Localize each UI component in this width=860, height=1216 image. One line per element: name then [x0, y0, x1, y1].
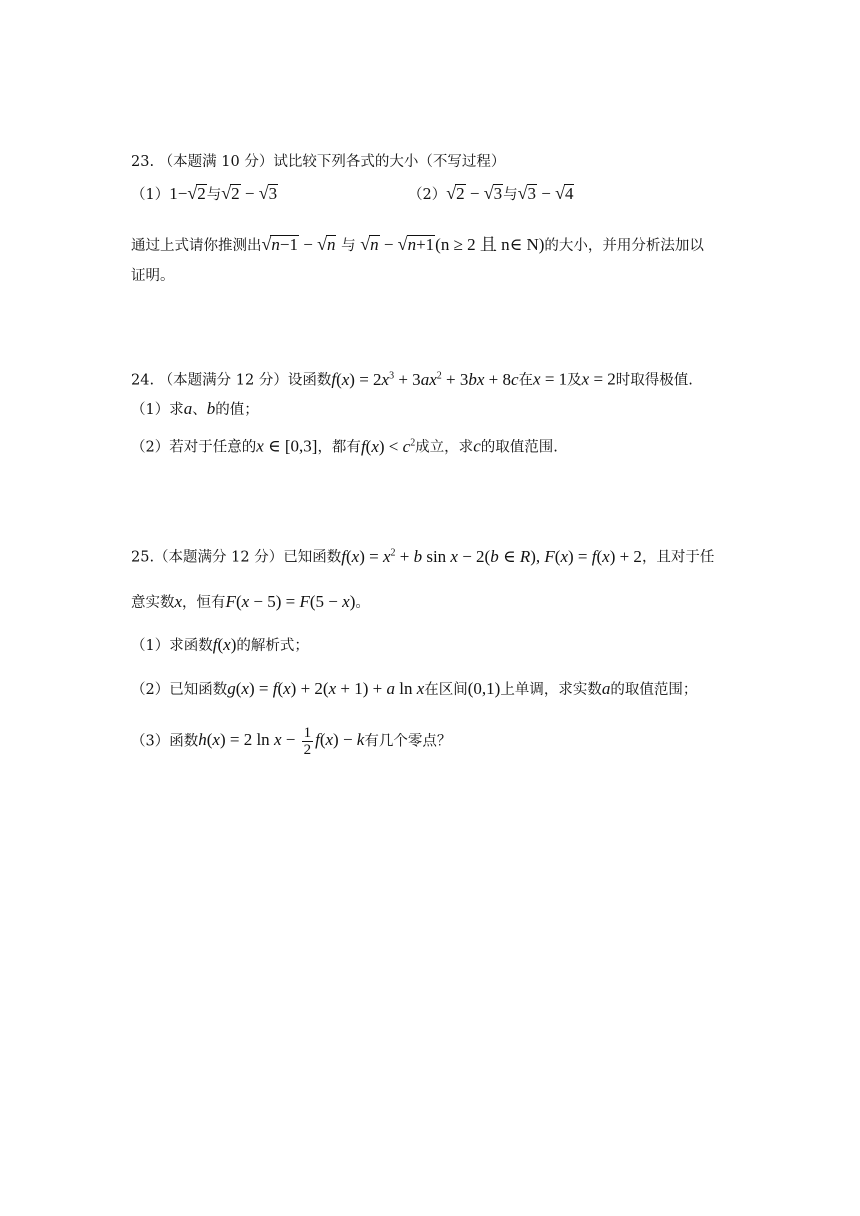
- q23-infer-a: 通过上式请你推测出: [131, 238, 262, 254]
- q24-title-b: 在: [518, 372, 534, 389]
- q25-title-a: 25.（本题满分 12 分）已知函数: [131, 549, 342, 566]
- q25-condition: [131, 590, 370, 615]
- q23-infer-expr1: √n−1 − √n: [261, 234, 336, 254]
- q25-title-b: ，且对于任: [641, 549, 715, 566]
- q24-function-def: $(x) = 2x^3 + 3ax^2 + 3bx + 8c$: [336, 369, 519, 389]
- q23-proof: [131, 264, 175, 288]
- q25-line2-a: 意实数: [131, 595, 175, 611]
- q23-part2-expr-a: √2 − √3: [446, 183, 503, 203]
- q25-part3-a: （3）函数: [131, 733, 199, 750]
- q24-part1-a: （1）求: [131, 402, 184, 418]
- q24-part2-b: ，都有: [317, 439, 361, 456]
- q24-function: f: [331, 369, 337, 389]
- q25-line2-c: 。: [355, 595, 370, 611]
- q25-var-a: a: [601, 679, 611, 698]
- q24-part2-c: 成立，求: [415, 439, 474, 456]
- q24-var-b: b: [206, 399, 216, 418]
- q23-part2-mid: 与: [503, 187, 518, 203]
- q23-infer-b: 与: [341, 238, 356, 254]
- q24-title-a: 24. （本题满分 12 分）设函数: [131, 372, 332, 389]
- q25-open-interval: (0,1): [467, 679, 501, 698]
- q25-var-x: x: [174, 592, 183, 611]
- q25-title: [131, 541, 714, 570]
- q25-part3: [131, 725, 451, 758]
- q23-part1-label: （1）: [131, 187, 170, 203]
- q24-part2: [131, 431, 558, 460]
- q25-part1-b: 的解析式；: [236, 638, 309, 654]
- q23-title: [131, 150, 505, 174]
- q24-part2-d: 的取值范围.: [480, 439, 558, 456]
- q23-infer-d: 的大小，并用分析法加以: [544, 238, 704, 254]
- q24-var-a: a: [183, 399, 193, 418]
- q24-title-c: 及: [567, 372, 582, 389]
- q24-interval: x ∈ [0,3]: [256, 436, 318, 456]
- q25-part2-c: 上单调，求实数: [500, 682, 602, 698]
- q25-hx: h(x) = 2 ln x − $\frac{1}{2}$ f(x) − k: [198, 725, 365, 758]
- q24-title-d: 时取得极值.: [615, 372, 693, 389]
- q23-part1-expr-b: √2 − √3: [221, 183, 278, 203]
- q24-part1: [131, 397, 259, 422]
- q24-part1-b: 、: [192, 402, 207, 418]
- q23-inference: [131, 232, 704, 258]
- q25-part2-a: （2）已知函数: [131, 682, 228, 698]
- q25-part2-b: 在区间: [424, 682, 468, 698]
- q24-title: [131, 364, 693, 393]
- q25-symmetry: F(x − 5) = F(5 − x): [225, 592, 356, 611]
- q24-x2: x = 2: [581, 369, 616, 389]
- q24-x1: x = 1: [533, 369, 568, 389]
- q25-part2-d: 的取值范围；: [610, 682, 698, 698]
- q23-part1-mid: 与: [206, 187, 222, 203]
- q25-gx: g(x) = f(x) + 2(x + 1) + a ln x: [227, 679, 425, 698]
- q25-part2: [131, 677, 697, 702]
- q25-function-def: $f(x) = x^2 + b$ sin x − 2(b ∈ R), F(x) = f(x) + 2: [341, 546, 642, 566]
- q23-parts: [131, 181, 278, 207]
- q23-infer-e: 证明。: [131, 268, 175, 284]
- q24-var-c: c: [473, 436, 481, 456]
- q24-part1-c: 的值；: [215, 402, 259, 418]
- q25-part1: [131, 633, 309, 658]
- q25-half-fraction: $\frac{1}{2}$: [303, 725, 312, 758]
- q24-inequality: $f(x) < c^2$: [360, 436, 416, 456]
- q25-line2-b: ，恒有: [182, 595, 226, 611]
- q23-part2-expr-b: √3 − √4: [517, 183, 574, 203]
- q23-title-text: 23. （本题满 10 分）试比较下列各式的大小（不写过程）: [131, 154, 506, 170]
- q23-part2-label: （2）: [408, 187, 447, 203]
- q23-part2: [408, 181, 574, 207]
- q23-infer-c: (n ≥ 2 且 n∈ N): [435, 235, 545, 254]
- q23-infer-expr2: √n − √n+1: [360, 234, 435, 254]
- q23-part1-expr-a: 1−√2: [169, 183, 206, 203]
- q25-fx: f(x): [212, 635, 237, 654]
- q25-part1-a: （1）求函数: [131, 638, 213, 654]
- q25-part3-b: 有几个零点？: [364, 733, 452, 750]
- q24-part2-a: （2）若对于任意的: [131, 439, 257, 456]
